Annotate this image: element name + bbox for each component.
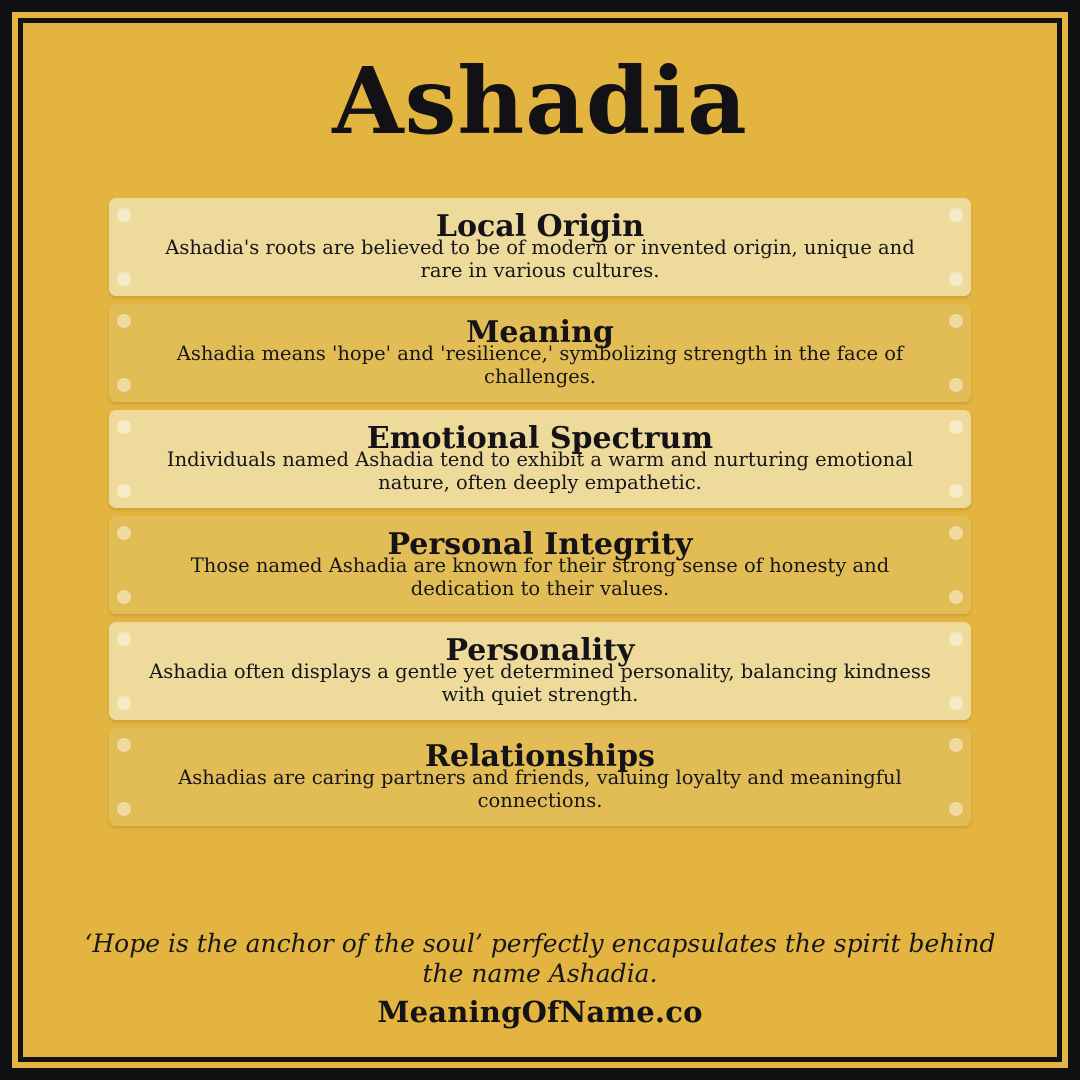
brand-name: MeaningOfName.co — [377, 995, 703, 1029]
pin-dot-icon — [949, 378, 963, 392]
pin-dot-icon — [949, 272, 963, 286]
info-card-title: Meaning — [466, 314, 614, 350]
page-title: Ashadia — [332, 47, 748, 155]
info-card-body: Ashadia's roots are believed to be of modern or invented origin, unique and rare in various cultures. — [165, 235, 915, 282]
info-card-body: Ashadias are caring partners and friends, valuing loyalty and meaningful connections. — [178, 765, 902, 812]
info-card — [109, 516, 971, 614]
info-card — [109, 304, 971, 402]
pin-dot-icon — [117, 802, 131, 816]
info-card — [109, 198, 971, 296]
pin-dot-icon — [117, 696, 131, 710]
info-card-body: Individuals named Ashadia tend to exhibit a warm and nurturing emotional nature, often deeply empathetic. — [166, 447, 914, 494]
pin-dot-icon — [949, 484, 963, 498]
poster-inner-frame — [18, 18, 1062, 1062]
info-card-list — [49, 198, 1031, 826]
info-card-title: Personality — [445, 632, 635, 668]
info-card-title: Local Origin — [435, 208, 645, 244]
pin-dot-icon — [117, 484, 131, 498]
info-card-title: Personal Integrity — [387, 526, 693, 562]
info-card — [109, 728, 971, 826]
info-card-body: Ashadia often displays a gentle yet determined personality, balancing kindness with quiet strength. — [149, 659, 931, 706]
pin-dot-icon — [949, 802, 963, 816]
info-card-body: Ashadia means 'hope' and 'resilience,' symbolizing strength in the face of challenges. — [176, 341, 904, 388]
footer — [49, 929, 1031, 1047]
info-card-body: Those named Ashadia are known for their strong sense of honesty and dedication to their values. — [190, 553, 890, 600]
info-card-title: Emotional Spectrum — [366, 420, 714, 456]
pin-dot-icon — [117, 272, 131, 286]
pin-dot-icon — [949, 590, 963, 604]
pin-dot-icon — [949, 696, 963, 710]
info-card — [109, 410, 971, 508]
info-card — [109, 622, 971, 720]
info-card-title: Relationships — [425, 738, 655, 774]
footer-quote: ‘Hope is the anchor of the soul’ perfectly encapsulates the spirit behind the name Ashadia. — [84, 929, 996, 988]
pin-dot-icon — [117, 590, 131, 604]
pin-dot-icon — [117, 378, 131, 392]
